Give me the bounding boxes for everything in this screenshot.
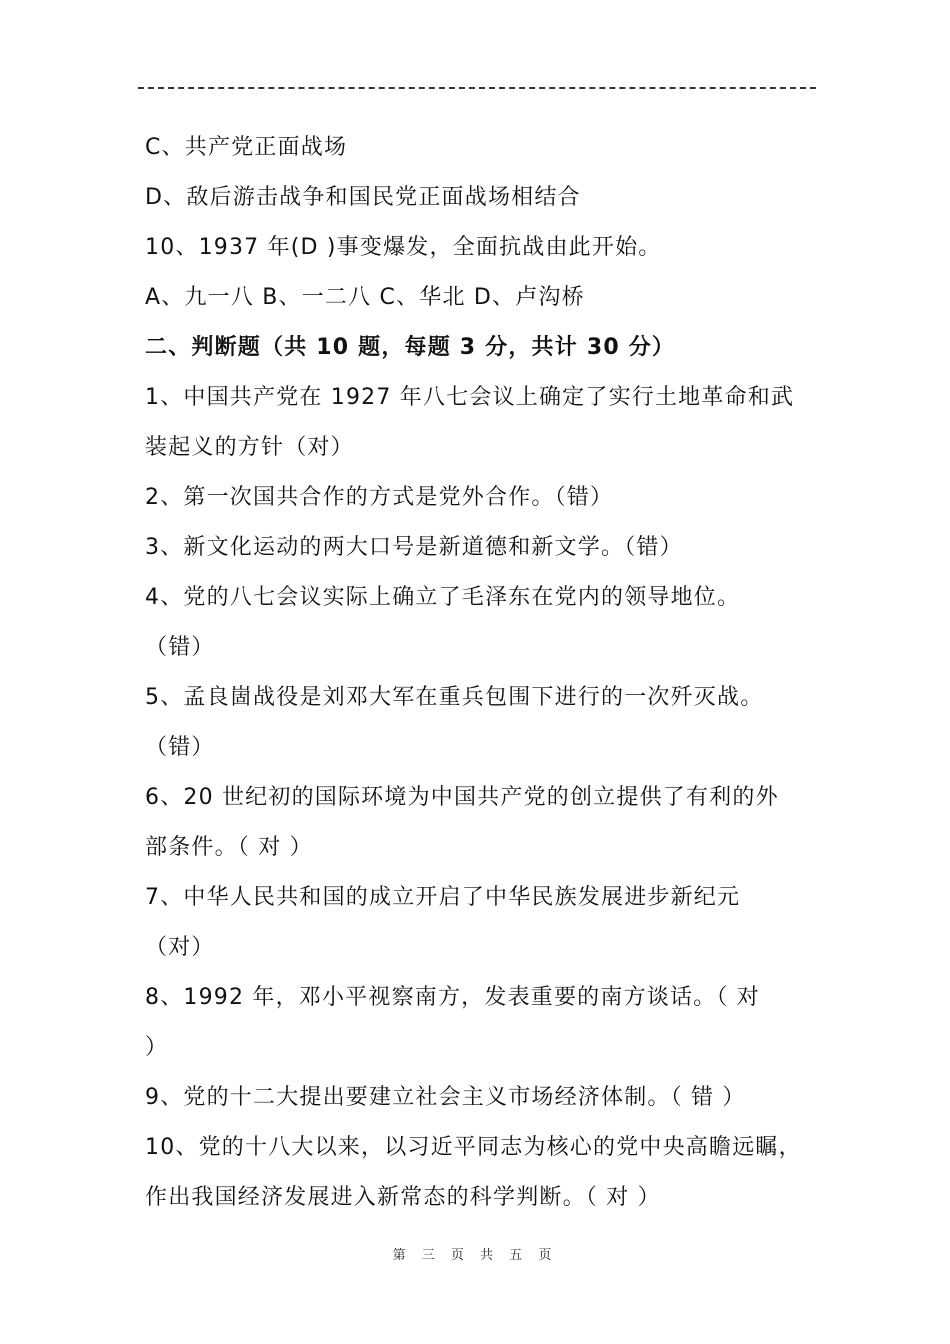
question-10: 10、1937 年(D )事变爆发，全面抗战由此开始。 <box>145 235 662 260</box>
tf-item-8-cont: ） <box>145 1035 169 1060</box>
tf-item-8: 8、1992 年，邓小平视察南方，发表重要的南方谈话。（ 对 <box>145 985 760 1010</box>
header-dashed-rule <box>138 87 816 89</box>
tf-item-2: 2、第一次国共合作的方式是党外合作。（错） <box>145 485 614 510</box>
tf-item-4: 4、党的八七会议实际上确立了毛泽东在党内的领导地位。 <box>145 585 741 610</box>
tf-item-5: 5、孟良崮战役是刘邓大军在重兵包围下进行的一次歼灭战。 <box>145 685 764 710</box>
option-line-c: C、共产党正面战场 <box>145 135 348 160</box>
tf-item-10-cont: 作出我国经济发展进入新常态的科学判断。（ 对 ） <box>145 1185 661 1210</box>
tf-item-3: 3、新文化运动的两大口号是新道德和新文学。（错） <box>145 535 683 560</box>
tf-item-9: 9、党的十二大提出要建立社会主义市场经济体制。（ 错 ） <box>145 1085 746 1110</box>
tf-item-10: 10、党的十八大以来，以习近平同志为核心的党中央高瞻远瞩， <box>145 1135 802 1160</box>
option-line-d: D、敌后游击战争和国民党正面战场相结合 <box>145 185 581 210</box>
document-body <box>145 123 825 1223</box>
tf-item-1: 1、中国共产党在 1927 年八七会议上确定了实行土地革命和武 <box>145 385 795 410</box>
tf-item-6: 6、20 世纪初的国际环境为中国共产党的创立提供了有利的外 <box>145 785 779 810</box>
tf-item-1-cont: 装起义的方针（对） <box>145 435 354 460</box>
tf-item-6-cont: 部条件。（ 对 ） <box>145 835 313 860</box>
tf-item-7: 7、中华人民共和国的成立开启了中华民族发展进步新纪元 <box>145 885 741 910</box>
page-footer: 第 三 页 共 五 页 <box>392 1248 558 1263</box>
tf-item-4-cont: （错） <box>145 635 215 660</box>
tf-item-7-cont: （对） <box>145 935 215 960</box>
section-heading-true-false: 二、判断题（共 10 题，每题 3 分，共计 30 分） <box>145 335 676 360</box>
tf-item-5-cont: （错） <box>145 735 215 760</box>
question-10-options: A、九一八 B、一二八 C、华北 D、卢沟桥 <box>145 285 585 310</box>
